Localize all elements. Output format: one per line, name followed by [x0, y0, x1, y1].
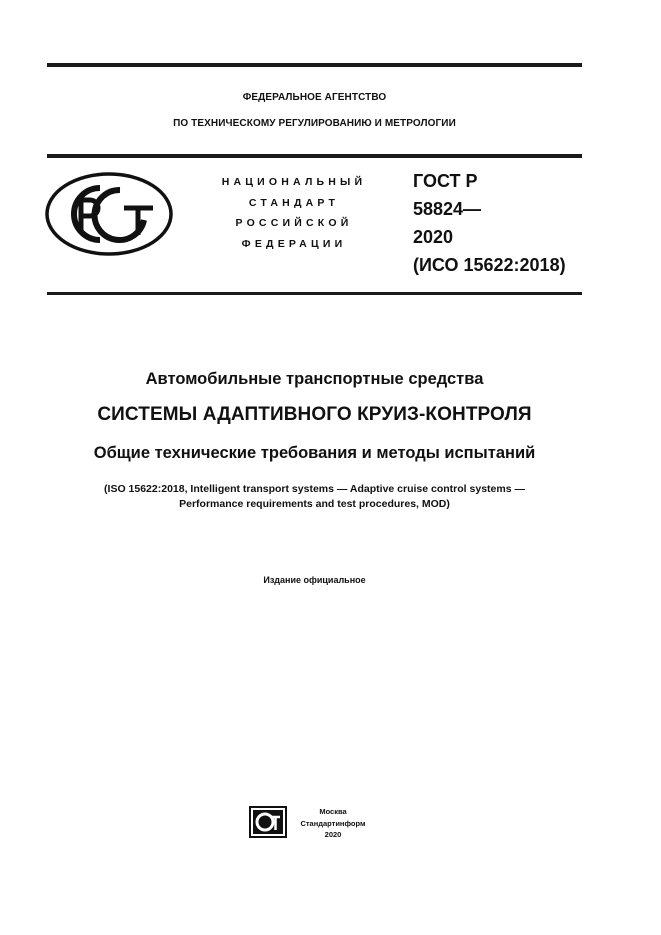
document-subtitle: Общие технические требования и методы испытаний [93, 444, 536, 462]
original-standard-reference [37, 482, 592, 512]
designation-line: 2020 [413, 227, 454, 247]
edition-label: Издание официальное [263, 575, 366, 585]
standard-designation [413, 167, 566, 279]
agency-name-line2: ПО ТЕХНИЧЕСКОМУ РЕГУЛИРОВАНИЮ И МЕТРОЛОГИИ [173, 118, 456, 129]
original-reference-line: Performance requirements and test procedures, MOD) [179, 498, 450, 510]
middle-rule [47, 154, 582, 158]
designation-line: ГОСТ Р [413, 171, 478, 191]
original-reference-line: (ISO 15622:2018, Intelligent transport systems — Adaptive cruise control systems — [104, 483, 525, 495]
rst-certification-logo-icon [44, 171, 174, 257]
national-standard-label [196, 172, 392, 254]
national-standard-line: РОССИЙСКОЙ [235, 217, 353, 229]
national-standard-line: СТАНДАРТ [248, 196, 340, 209]
bottom-rule [47, 292, 582, 295]
top-rule [47, 63, 582, 67]
publisher-block [294, 806, 372, 841]
national-standard-line: НАЦИОНАЛЬНЫЙ [221, 176, 367, 188]
designation-line: 58824— [413, 199, 482, 219]
document-title-line1: Автомобильные транспортные средства [145, 370, 484, 388]
publisher-year: 2020 [324, 830, 342, 839]
national-standard-line: ФЕДЕРАЦИИ [241, 237, 347, 250]
designation-line: (ИСО 15622:2018) [413, 255, 566, 275]
document-title-main: СИСТЕМЫ АДАПТИВНОГО КРУИЗ-КОНТРОЛЯ [97, 404, 532, 425]
agency-name-line1: ФЕДЕРАЛЬНОЕ АГЕНТСТВО [242, 92, 387, 103]
publisher-name: Стандартинформ [300, 818, 366, 828]
standartinform-logo-icon [249, 806, 289, 838]
publisher-city: Москва [319, 807, 347, 816]
